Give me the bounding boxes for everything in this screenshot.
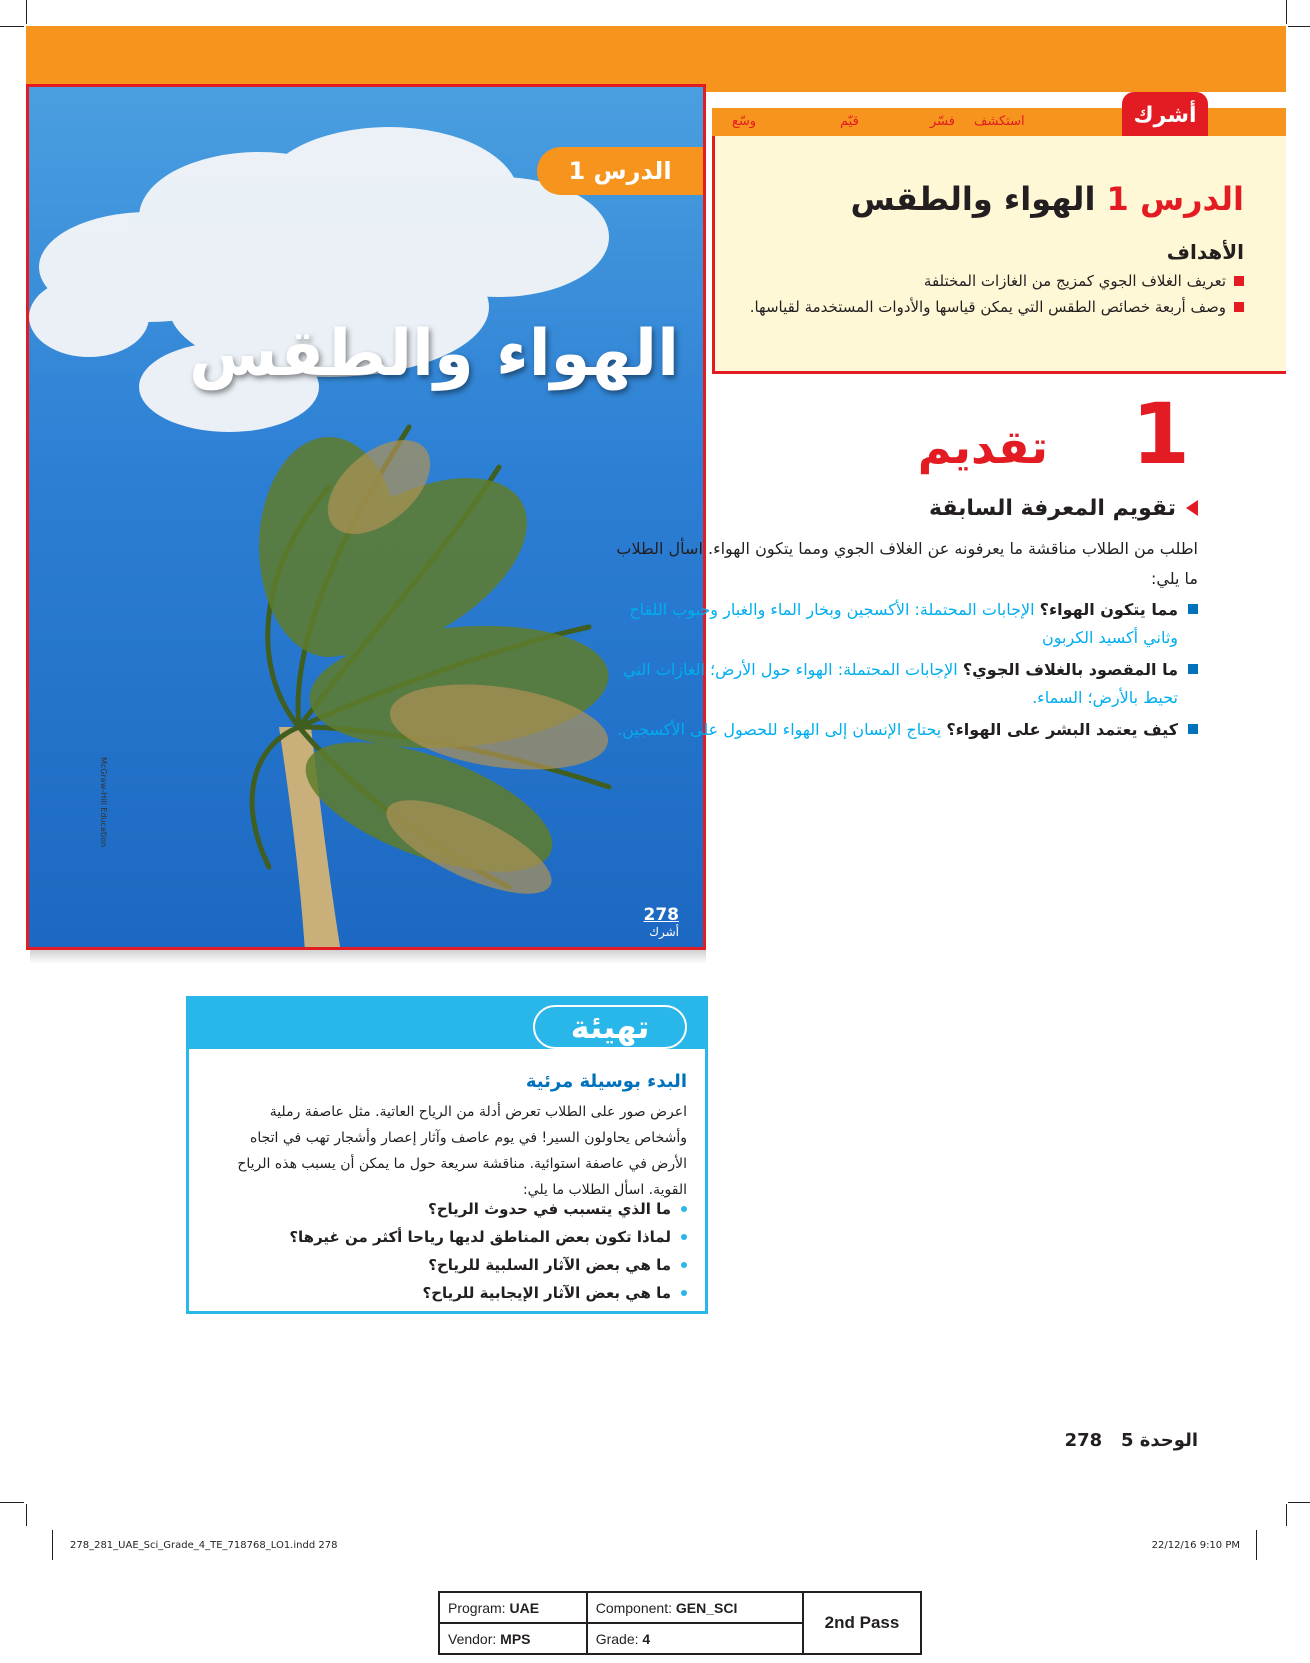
warmup-tab: تهيئة <box>533 1005 687 1049</box>
crop-mark <box>1288 26 1310 27</box>
answer-text: يحتاج الإنسان إلى الهواء للحصول على الأكسجين. <box>617 720 942 739</box>
vendor-value: MPS <box>500 1630 531 1647</box>
grade-value: 4 <box>642 1630 651 1647</box>
program-label: Program: <box>448 1599 506 1616</box>
question-row <box>608 596 1198 652</box>
grade-cell <box>587 1623 803 1654</box>
page-label: أشرك <box>649 925 679 939</box>
page-number: 278 <box>643 905 679 925</box>
crop-mark <box>26 1504 27 1526</box>
pass-cell: 2nd Pass <box>803 1592 921 1654</box>
component-cell <box>587 1592 803 1623</box>
intro-paragraph: اطلب من الطلاب مناقشة ما يعرفونه عن الغلاف الجوي ومما يتكون الهواء. اسأل الطلاب ما يلي: <box>616 539 1198 588</box>
component-value: GEN_SCI <box>675 1599 738 1616</box>
slug-divider <box>52 1530 53 1560</box>
photo-credit: McGraw-Hill Education <box>99 757 108 848</box>
question-text: ما المقصود بالغلاف الجوي؟ <box>962 660 1178 679</box>
vendor-label: Vendor: <box>448 1630 497 1647</box>
vendor-cell <box>439 1623 587 1654</box>
crop-mark <box>0 26 24 27</box>
sky-palm-illustration <box>29 87 706 950</box>
tab-explore[interactable]: استكشف <box>974 114 1025 129</box>
objectives-heading: الأهداف <box>1166 240 1244 264</box>
warmup-question: ما هي بعض الآثار السلبية للرياح؟ <box>217 1251 687 1279</box>
lesson-tab: الدرس 1 <box>537 147 703 195</box>
photo-shadow <box>30 950 706 964</box>
lesson-title: الهواء والطقس <box>189 317 679 391</box>
objective-item: تعريف الغلاف الجوي كمزيج من الغازات المختلفة <box>744 268 1244 294</box>
slug-filename: 278_281_UAE_Sci_Grade_4_TE_718768_LO1.indd 278 <box>70 1540 338 1551</box>
tab-engage-active[interactable]: أشرك <box>1122 92 1208 138</box>
subheading: تقويم المعرفة السابقة <box>928 496 1176 521</box>
answer-text: الإجابات المحتملة: الهواء حول الأرض؛ الغازات التي تحيط بالأرض؛ السماء. <box>623 660 1178 707</box>
lesson-opener-photo <box>26 84 706 950</box>
program-cell <box>439 1592 587 1623</box>
crop-mark <box>1286 0 1287 24</box>
question-row <box>608 716 1198 744</box>
warmup-box <box>186 996 708 1314</box>
component-label: Component: <box>595 1599 672 1616</box>
objectives-list <box>744 268 1244 320</box>
slug-timestamp: 22/12/16 9:10 PM <box>1151 1540 1240 1551</box>
objectives-box <box>712 136 1286 374</box>
tab-explain[interactable]: فسّر <box>930 114 955 129</box>
question-item <box>608 716 1198 744</box>
crop-mark <box>1288 1502 1310 1503</box>
section-number: 1 <box>1131 385 1190 483</box>
section-title: تقديم <box>917 420 1048 474</box>
tab-evaluate[interactable]: قيّم <box>840 114 859 129</box>
question-item <box>608 596 1198 652</box>
question-item <box>608 656 1198 712</box>
top-orange-band <box>26 26 1286 92</box>
grade-label: Grade: <box>595 1630 639 1647</box>
lesson-label: الدرس 1 <box>1106 180 1244 218</box>
objectives-lesson-title <box>850 180 1244 218</box>
production-info-table <box>438 1591 922 1655</box>
crop-mark <box>0 1502 24 1503</box>
question-text: مما يتكون الهواء؟ <box>1039 600 1178 619</box>
objective-item: وصف أربعة خصائص الطقس التي يمكن قياسها والأدوات المستخدمة لقياسها. <box>744 294 1244 320</box>
warmup-paragraph: اعرض صور على الطلاب تعرض أدلة من الرياح العاتية. مثل عاصفة رملية وأشخاص يحاولون السير! في يوم عاصف وآثار إعصار وأشجار تهب في اتجاه الأرض في عاصفة استوائية. مناقشة سريعة حول ما يمكن أن يسبب هذه الرياح القوية. اسأل الطلاب ما يلي: <box>237 1104 687 1198</box>
warmup-question: ما هي بعض الآثار الإيجابية للرياح؟ <box>217 1279 687 1307</box>
slug-divider <box>1256 1530 1257 1560</box>
answer-text: الإجابات المحتملة: الأكسجين وبخار الماء والغبار وحبوب اللقاح وثاني أكسيد الكربون <box>629 600 1178 647</box>
lesson-name: الهواء والطقس <box>850 180 1096 218</box>
folio: الوحدة 5 278 <box>1064 1430 1198 1451</box>
warmup-question: لماذا تكون بعض المناطق لديها رياحا أكثر من غيرها؟ <box>217 1223 687 1251</box>
warmup-subheading: البدء بوسيلة مرئية <box>525 1071 687 1092</box>
crop-mark <box>26 0 27 24</box>
question-text: كيف يعتمد البشر على الهواء؟ <box>946 720 1178 739</box>
question-row <box>608 656 1198 712</box>
crop-mark <box>1286 1504 1287 1526</box>
triangle-bullet-icon <box>1186 500 1198 516</box>
tab-extend[interactable]: وسّع <box>732 114 757 129</box>
warmup-question: ما الذي يتسبب في حدوث الرياح؟ <box>217 1195 687 1223</box>
program-value: UAE <box>509 1599 540 1616</box>
warmup-questions <box>217 1195 687 1307</box>
